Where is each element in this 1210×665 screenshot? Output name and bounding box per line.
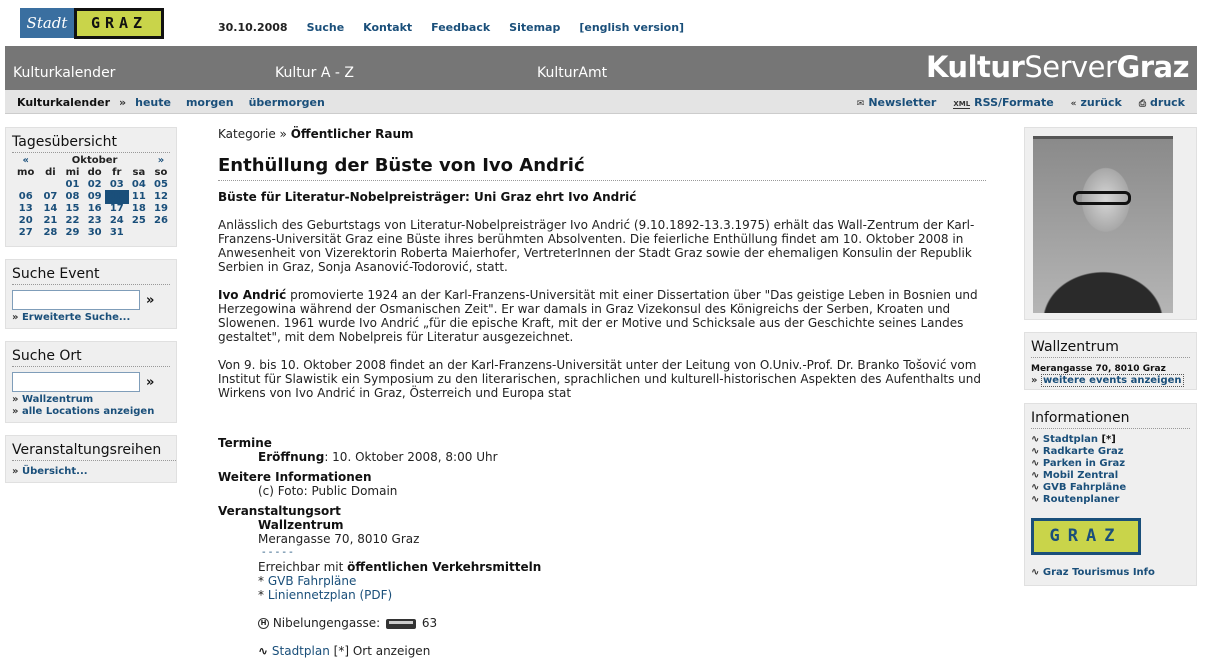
termine-label: Termine bbox=[218, 436, 272, 450]
calendar-day[interactable]: 28 bbox=[43, 227, 58, 238]
top-navigation bbox=[218, 21, 684, 34]
nav-kulturkalender[interactable]: Kulturkalender bbox=[13, 65, 116, 81]
calendar-day[interactable]: 09 bbox=[87, 191, 102, 202]
calendar-day[interactable]: 29 bbox=[65, 227, 80, 238]
map-icon: ∿ bbox=[1031, 434, 1040, 445]
calendar-week bbox=[12, 215, 172, 227]
venue-name: Wallzentrum bbox=[258, 518, 344, 532]
calendar-table bbox=[12, 155, 172, 239]
search-event-box bbox=[5, 259, 177, 329]
calendar-day[interactable]: 21 bbox=[43, 215, 58, 226]
brand-server: Server bbox=[1024, 50, 1117, 84]
info-link-label: Routenplaner bbox=[1042, 494, 1120, 505]
series-title: Veranstaltungsreihen bbox=[12, 442, 176, 461]
liniennetzplan-link[interactable]: Liniennetzplan (PDF) bbox=[267, 588, 393, 602]
calendar-day[interactable]: 24 bbox=[109, 215, 124, 226]
feedback-link[interactable]: Feedback bbox=[431, 21, 491, 34]
newsletter-label: Newsletter bbox=[868, 96, 937, 109]
calendar-day[interactable]: 25 bbox=[131, 215, 146, 226]
stadtplan-link[interactable]: Stadtplan bbox=[271, 644, 330, 658]
nav-kultur-a-z[interactable]: Kultur A - Z bbox=[275, 65, 354, 81]
calendar-week bbox=[12, 203, 172, 215]
calendar-day[interactable]: 04 bbox=[131, 179, 146, 190]
graz-logo[interactable]: GRAZ bbox=[74, 8, 164, 39]
info-box-title: Informationen bbox=[1031, 410, 1190, 429]
stadtplan-tail: [*] Ort anzeigen bbox=[333, 644, 431, 658]
envelope-icon: ✉ bbox=[856, 99, 865, 109]
calendar-day[interactable]: 16 bbox=[87, 203, 102, 214]
venue-box-title: Wallzentrum bbox=[1031, 339, 1190, 358]
calendar-day[interactable]: 20 bbox=[18, 215, 33, 226]
calendar-month: Oktober bbox=[71, 155, 118, 166]
search-place-title: Suche Ort bbox=[12, 348, 170, 367]
arrow-icon: » bbox=[1031, 375, 1038, 386]
map-icon: ∿ bbox=[258, 644, 269, 658]
reach-prefix: Erreichbar mit bbox=[258, 560, 348, 574]
more-events-link[interactable] bbox=[1031, 375, 1190, 387]
portrait-photo bbox=[1033, 136, 1173, 313]
calendar-day-today[interactable]: 10 bbox=[106, 191, 128, 203]
info-link-label: Stadtplan bbox=[1042, 434, 1098, 445]
morgen-link[interactable]: morgen bbox=[185, 96, 234, 109]
calendar-week bbox=[12, 227, 172, 239]
eroeffnung-label: Eröffnung bbox=[258, 450, 325, 464]
bus-stop-name: Nibelungengasse: bbox=[272, 616, 381, 630]
weekday-label: do bbox=[87, 167, 102, 178]
calendar-day[interactable]: 07 bbox=[43, 191, 58, 202]
suche-link[interactable]: Suche bbox=[306, 21, 345, 34]
venue-address: Merangasse 70, 8010 Graz bbox=[258, 532, 420, 546]
search-event-input[interactable] bbox=[12, 290, 140, 310]
brand-kultur: Kultur bbox=[925, 50, 1025, 84]
article-paragraph-2 bbox=[218, 288, 986, 344]
calendar-box bbox=[5, 127, 177, 247]
calendar-day[interactable]: 05 bbox=[153, 179, 168, 190]
article-paragraph-2-text: promovierte 1924 an der Karl-Franzens-Universität mit einer Dissertation über "Das geistige Leben in Bosnien und Herzegowina während der Osmanischen Zeit". Er war damals in Graz Vizekonsul des Königreichs der Serben, Kroaten und Slowenen. 1961 wurde Ivo Andrić „für die epische Kraft, mit der er Motive und Schicksale aus der Geschichte seines Landes gestaltet", mit dem Nobelpreis für Literatur ausgezeichnet. bbox=[218, 288, 978, 344]
xml-icon: XML bbox=[953, 100, 971, 108]
info-link-stadtplan[interactable] bbox=[1031, 434, 1190, 446]
search-place-box bbox=[5, 341, 177, 423]
info-link-gvb-fahrpl-ne[interactable] bbox=[1031, 482, 1190, 494]
search-place-input[interactable] bbox=[12, 372, 140, 392]
calendar-day[interactable]: 15 bbox=[65, 203, 80, 214]
advanced-search-link[interactable] bbox=[12, 312, 170, 324]
weekday-label: di bbox=[45, 167, 56, 178]
back-label: zurück bbox=[1080, 96, 1122, 109]
venue-box-address: Merangasse 70, 8010 Graz bbox=[1031, 364, 1166, 374]
more-events-label: weitere events anzeigen bbox=[1042, 375, 1182, 386]
calendar-day[interactable]: 14 bbox=[43, 203, 58, 214]
info-link-label: Mobil Zentral bbox=[1042, 470, 1119, 481]
calendar-day[interactable]: 31 bbox=[109, 227, 124, 238]
subnav-current: Kulturkalender bbox=[17, 96, 111, 109]
back-link[interactable] bbox=[1071, 96, 1122, 109]
arrow-icon: » bbox=[12, 312, 19, 323]
calendar-day[interactable]: 02 bbox=[87, 179, 102, 190]
calendar-week bbox=[12, 179, 172, 191]
calendar-empty bbox=[39, 179, 61, 191]
stadtplan-suffix: [*] bbox=[1101, 434, 1116, 445]
stadt-logo[interactable]: Stadt bbox=[20, 8, 74, 38]
brand-graz: Graz bbox=[1116, 50, 1189, 84]
calendar-empty bbox=[150, 227, 172, 239]
newsletter-link[interactable] bbox=[857, 96, 937, 109]
bus-line-number: 63 bbox=[421, 616, 438, 630]
calendar-day[interactable]: 06 bbox=[18, 191, 33, 202]
next-month-button[interactable]: » bbox=[157, 155, 165, 166]
sitemap-link[interactable]: Sitemap bbox=[509, 21, 561, 34]
gvb-fahrplaene-link[interactable]: GVB Fahrpläne bbox=[267, 574, 357, 588]
calendar-day[interactable]: 01 bbox=[65, 179, 80, 190]
bullet: * bbox=[258, 574, 264, 588]
info-link-radkarte-graz[interactable] bbox=[1031, 446, 1190, 458]
graz-badge-text: GRAZ bbox=[1034, 521, 1138, 552]
venue-separator: - - - - - bbox=[262, 547, 293, 558]
article bbox=[218, 127, 986, 658]
current-date: 30.10.2008 bbox=[218, 21, 288, 34]
wallzentrum-location-link[interactable] bbox=[12, 394, 170, 406]
rss-label: RSS/Formate bbox=[974, 96, 1054, 109]
calendar-empty bbox=[128, 227, 150, 239]
article-paragraph-3: Von 9. bis 10. Oktober 2008 findet an der Karl-Franzens-Universität unter der Leitung von O.Univ.-Prof. Dr. Branko Tošović vom Institut für Slawistik ein Symposium zu den literarischen, sprachlichen und kulturell-historischen Aspekten des Aufenthalts und Wirkens von Ivo Andrić in Graz, Österreich und Europa stat bbox=[218, 358, 982, 400]
weekday-label: mi bbox=[65, 167, 80, 178]
weekday-label: so bbox=[154, 167, 168, 178]
tourism-link[interactable] bbox=[1031, 567, 1190, 579]
search-event-title: Suche Event bbox=[12, 266, 170, 285]
event-details bbox=[218, 436, 986, 658]
wallzentrum-label: Wallzentrum bbox=[21, 394, 94, 405]
venue-box bbox=[1024, 332, 1197, 390]
category-label: Kategorie » bbox=[218, 127, 287, 141]
search-place-go-button[interactable]: » bbox=[146, 374, 155, 390]
calendar-day[interactable]: 12 bbox=[153, 191, 168, 202]
uebermorgen-link[interactable]: übermorgen bbox=[248, 96, 325, 109]
weekday-label: fr bbox=[112, 167, 122, 178]
info-link-routenplaner[interactable] bbox=[1031, 494, 1190, 506]
calendar-day[interactable]: 30 bbox=[87, 227, 102, 238]
calendar-title: Tagesübersicht bbox=[12, 134, 170, 153]
main-banner bbox=[5, 46, 1197, 90]
kontakt-link[interactable]: Kontakt bbox=[363, 21, 413, 34]
info-link-label: GVB Fahrpläne bbox=[1042, 482, 1127, 493]
print-link[interactable] bbox=[1139, 96, 1185, 109]
article-person-name: Ivo Andrić bbox=[218, 288, 287, 302]
article-title: Enthüllung der Büste von Ivo Andrić bbox=[218, 155, 986, 181]
info-link-parken-in-graz[interactable] bbox=[1031, 458, 1190, 470]
arrow-icon: » bbox=[12, 466, 19, 477]
category-value: Öffentlicher Raum bbox=[290, 127, 414, 141]
reach-bold: öffentlichen Verkehrsmitteln bbox=[347, 560, 542, 574]
calendar-day[interactable]: 08 bbox=[65, 191, 80, 202]
info-link-label: Parken in Graz bbox=[1042, 458, 1126, 469]
all-locations-link[interactable] bbox=[12, 406, 170, 418]
bullet: * bbox=[258, 588, 264, 602]
series-box bbox=[5, 435, 177, 483]
sub-navigation bbox=[5, 90, 1197, 114]
graz-badge[interactable] bbox=[1031, 518, 1141, 555]
back-arrow-icon: « bbox=[1070, 99, 1077, 109]
advanced-search-label: Erweiterte Suche... bbox=[21, 312, 131, 323]
printer-icon: ⎙ bbox=[1138, 99, 1147, 109]
calendar-day[interactable]: 11 bbox=[131, 191, 146, 202]
glasses-shape bbox=[1073, 191, 1131, 205]
eroeffnung-value: : 10. Oktober 2008, 8:00 Uhr bbox=[324, 450, 498, 464]
bus-icon bbox=[386, 619, 416, 629]
calendar-day[interactable]: 27 bbox=[18, 227, 33, 238]
portrait-box bbox=[1024, 127, 1197, 320]
venue-label: Veranstaltungsort bbox=[218, 504, 341, 518]
info-link-label: Radkarte Graz bbox=[1042, 446, 1124, 457]
arrow-icon: » bbox=[12, 394, 19, 405]
calendar-day[interactable]: 22 bbox=[65, 215, 80, 226]
arrow-icon: » bbox=[119, 96, 127, 109]
map-icon: ∿ bbox=[1031, 482, 1040, 493]
heute-link[interactable]: heute bbox=[135, 96, 171, 109]
print-label: druck bbox=[1150, 96, 1185, 109]
article-paragraph-1: Anlässlich des Geburtstags von Literatur-Nobelpreisträger Ivo Andrić (9.10.1892-13.3.1975) erhält das Wall-Zentrum der Karl-Franzens-Universität Graz eine Büste ihres berühmten Absolventen. Die feierliche Enthüllung findet am 10. Oktober 2008 in Anwesenheit von Vizerektorin Roberta Maierhofer, VertreterInnen der Stadt Graz sowie der ehemaligen Konsulin der Republik Serbien in Graz, Sonja Asanović-Todorović, statt. bbox=[218, 218, 975, 274]
calendar-empty bbox=[12, 179, 39, 191]
info-label: Weitere Informationen bbox=[218, 470, 372, 484]
map-icon: ∿ bbox=[1031, 446, 1040, 457]
series-overview-label: Übersicht... bbox=[21, 466, 88, 477]
series-overview-link[interactable] bbox=[12, 466, 176, 478]
tourism-label: Graz Tourismus Info bbox=[1042, 567, 1155, 578]
breadcrumb bbox=[218, 127, 986, 141]
info-link-mobil-zentral[interactable] bbox=[1031, 470, 1190, 482]
calendar-day[interactable]: 18 bbox=[131, 203, 146, 214]
weekday-label: sa bbox=[132, 167, 146, 178]
calendar-day[interactable]: 26 bbox=[153, 215, 168, 226]
calendar-day[interactable]: 13 bbox=[18, 203, 33, 214]
map-icon: ∿ bbox=[1031, 494, 1040, 505]
arrow-icon: » bbox=[12, 406, 19, 417]
calendar-day[interactable]: 03 bbox=[109, 179, 124, 190]
prev-month-button[interactable]: « bbox=[22, 155, 29, 166]
map-icon: ∿ bbox=[1031, 567, 1040, 578]
calendar-day[interactable]: 19 bbox=[153, 203, 168, 214]
article-subtitle: Büste für Literatur-Nobelpreisträger: Uni Graz ehrt Ivo Andrić bbox=[218, 190, 637, 204]
calendar-week bbox=[12, 191, 172, 203]
bus-stop-icon: H bbox=[258, 618, 269, 629]
english-version-link[interactable]: [english version] bbox=[579, 21, 685, 34]
calendar-day[interactable]: 17 bbox=[109, 203, 124, 214]
map-icon: ∿ bbox=[1031, 470, 1040, 481]
map-icon: ∿ bbox=[1031, 458, 1040, 469]
search-event-go-button[interactable]: » bbox=[146, 292, 155, 308]
weekday-label: mo bbox=[17, 167, 35, 178]
nav-kulturamt[interactable]: KulturAmt bbox=[537, 65, 608, 81]
rss-link[interactable] bbox=[953, 96, 1053, 109]
all-locations-label: alle Locations anzeigen bbox=[21, 406, 155, 417]
info-box bbox=[1024, 403, 1197, 586]
kulturserver-logo[interactable] bbox=[926, 50, 1189, 84]
info-value: (c) Foto: Public Domain bbox=[258, 484, 398, 498]
calendar-day[interactable]: 23 bbox=[87, 215, 102, 226]
